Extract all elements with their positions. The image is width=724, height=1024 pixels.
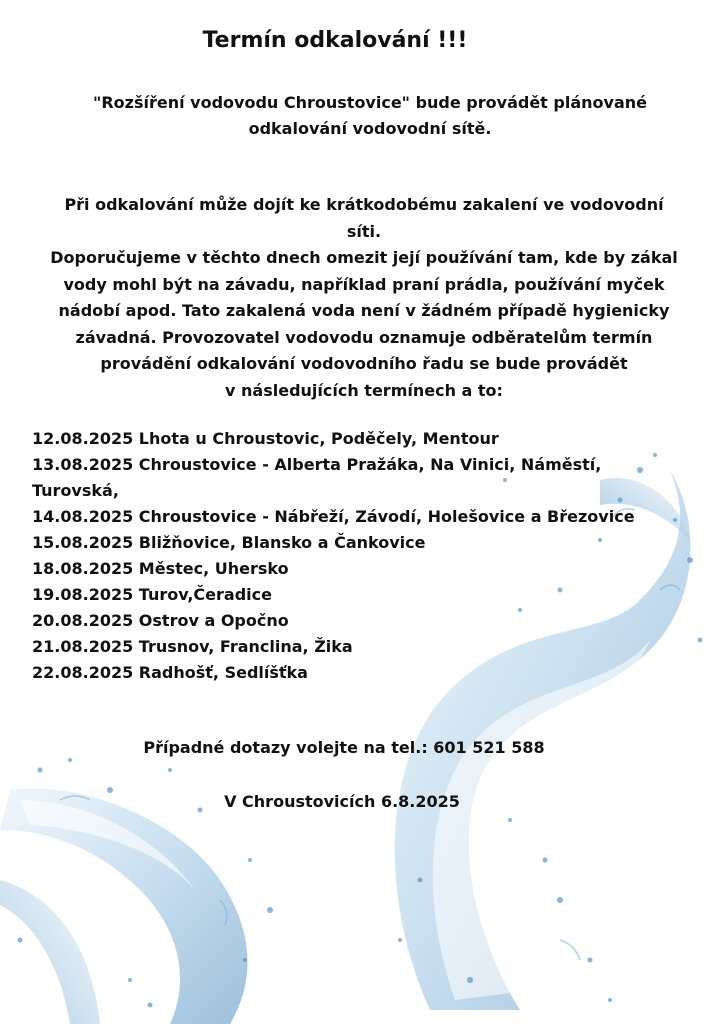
schedule-places: Bližňovice, Blansko a Čankovice [138, 533, 426, 552]
intro-line: "Rozšíření vodovodu Chroustovice" bude provádět plánované [93, 93, 647, 112]
schedule-places: Turov,Čeradice [138, 585, 272, 604]
schedule-date: 19.08.2025 [32, 585, 134, 604]
schedule-places: Radhošť, Sedlíšťka [138, 663, 308, 682]
schedule-places: Chroustovice - Alberta Pražáka, Na Vinici, Náměstí, Turovská, [32, 455, 602, 500]
contact-line: Případné dotazy volejte na tel.: 601 521 588 [143, 738, 545, 757]
schedule-list [32, 426, 672, 686]
notice-line: vody mohl být na závadu, například praní prádla, používání myček [63, 274, 665, 294]
schedule-date: 18.08.2025 [32, 559, 134, 578]
schedule-item [32, 582, 672, 608]
schedule-date: 22.08.2025 [32, 663, 134, 682]
schedule-date: 21.08.2025 [32, 637, 134, 656]
place-and-date: V Chroustovicích 6.8.2025 [224, 792, 460, 811]
schedule-date: 14.08.2025 [32, 507, 134, 526]
schedule-item [32, 426, 672, 452]
schedule-date: 20.08.2025 [32, 611, 134, 630]
schedule-places: Chroustovice - Nábřeží, Závodí, Holešovice a Březovice [138, 507, 635, 526]
schedule-item [32, 556, 672, 582]
schedule-date: 13.08.2025 [32, 455, 134, 474]
schedule-item [32, 504, 672, 530]
schedule-item [32, 660, 672, 686]
schedule-item [32, 608, 672, 634]
notice-line: závadná. Provozovatel vodovodu oznamuje odběratelům termín [75, 327, 653, 347]
schedule-places: Trusnov, Franclina, Žika [138, 637, 353, 656]
schedule-item [32, 530, 672, 556]
schedule-places: Ostrov a Opočno [138, 611, 289, 630]
intro-paragraph [40, 90, 700, 142]
notice-paragraph [22, 192, 706, 404]
notice-line: provádění odkalování vodovodního řadu se bude provádět [100, 354, 628, 373]
schedule-item [32, 634, 672, 660]
page-title: Termín odkalování !!! [202, 28, 468, 53]
schedule-places: Městec, Uhersko [138, 559, 289, 578]
notice-line: Při odkalování může dojít ke krátkodobému zakalení ve vodovodní [64, 195, 664, 214]
notice-line: nádobí apod. Tato zakalená voda není v žádném případě hygienicky [58, 301, 670, 320]
notice-line: v následujících termínech a to: [225, 380, 503, 400]
schedule-item [32, 452, 672, 504]
intro-line: odkalování vodovodní sítě. [248, 119, 492, 138]
schedule-places: Lhota u Chroustovic, Poděčely, Mentour [138, 429, 499, 448]
notice-line: síti. [346, 221, 382, 241]
schedule-date: 12.08.2025 [32, 429, 134, 448]
schedule-date: 15.08.2025 [32, 533, 134, 552]
notice-line: Doporučujeme v těchto dnech omezit její používání tam, kde by zákal [50, 248, 678, 267]
